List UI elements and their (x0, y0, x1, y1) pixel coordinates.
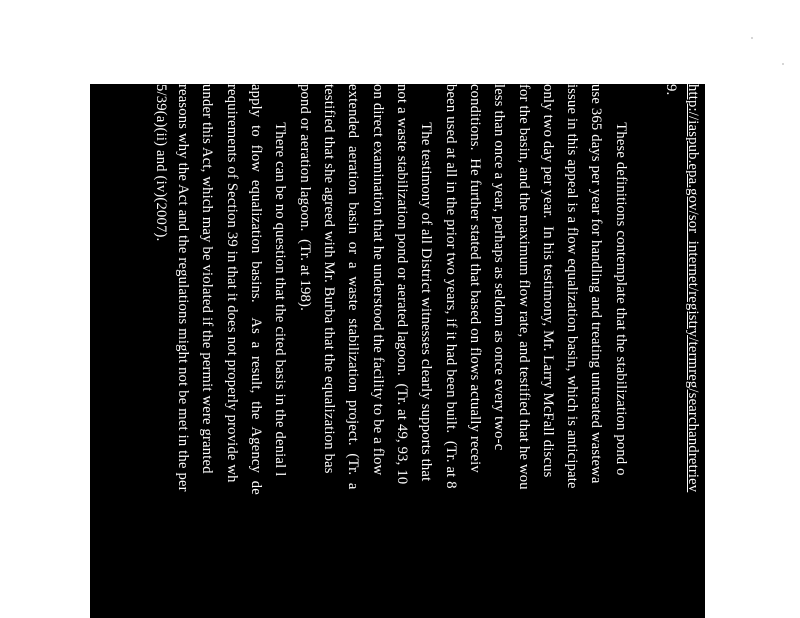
footnote-number: 9. (663, 84, 679, 96)
text-line: for the basin, and the maximum flow rate, and testified that he wou (516, 84, 532, 490)
text-line: extended aeration basin or a waste stabilization project. (Tr. a (345, 84, 361, 490)
scan-speck (782, 63, 784, 65)
text-line: only two day per year. In his testimony, Mr. Larry McFall discus (540, 84, 556, 478)
text-line: conditions. He further stated that based on flows actually receiv (467, 84, 483, 473)
text-line: under this Act, which may be violated if the permit were granted (199, 84, 215, 474)
text-line: The testimony of all District witnesses clearly supports that (418, 84, 434, 482)
text-line: There can be no question that the cited basis in the denial l (272, 84, 288, 477)
text-line: less than once a year, perhaps as seldom as once every two-c (491, 84, 507, 451)
text-line: reasons why the Act and the regulations might not be met in the per (175, 84, 191, 492)
text-line: use 365 days per year for handling and treating untreated wastewa (588, 84, 604, 484)
text-line: on direct examination that he understood the facility to be a flow (370, 84, 386, 476)
text-line: not a waste stabilization pond or aerated lagoon. (Tr. at 49, 93, 10 (394, 84, 410, 485)
text-line: 5/39(a)(ii) and (iv)(2007). (153, 84, 169, 242)
text-line: testified that she agreed with Mr. Burba that the equalization bas (321, 84, 337, 474)
scanned-page (90, 84, 705, 618)
text-line: apply to flow equalization basins. As a result, the Agency de (248, 84, 264, 495)
text-line: been used at all in the prior two years, if it had been built. (Tr. at 8 (443, 84, 459, 489)
scan-speck (751, 37, 753, 39)
text-line: requirements of Section 39 in that it does not properly provide wh (224, 84, 240, 483)
text-line: These definitions contemplate that the stabilization pond o (613, 84, 629, 476)
url-line: http://iaspub.epa.gov/sor_internet/registry/termreg/searchandretriev (685, 84, 701, 493)
text-line: issue in this appeal is a flow equalization basin, which is anticipate (564, 84, 580, 489)
rotated-text-block (90, 84, 705, 618)
text-line: pond or aeration lagoon. (Tr. at 198). (297, 84, 313, 311)
